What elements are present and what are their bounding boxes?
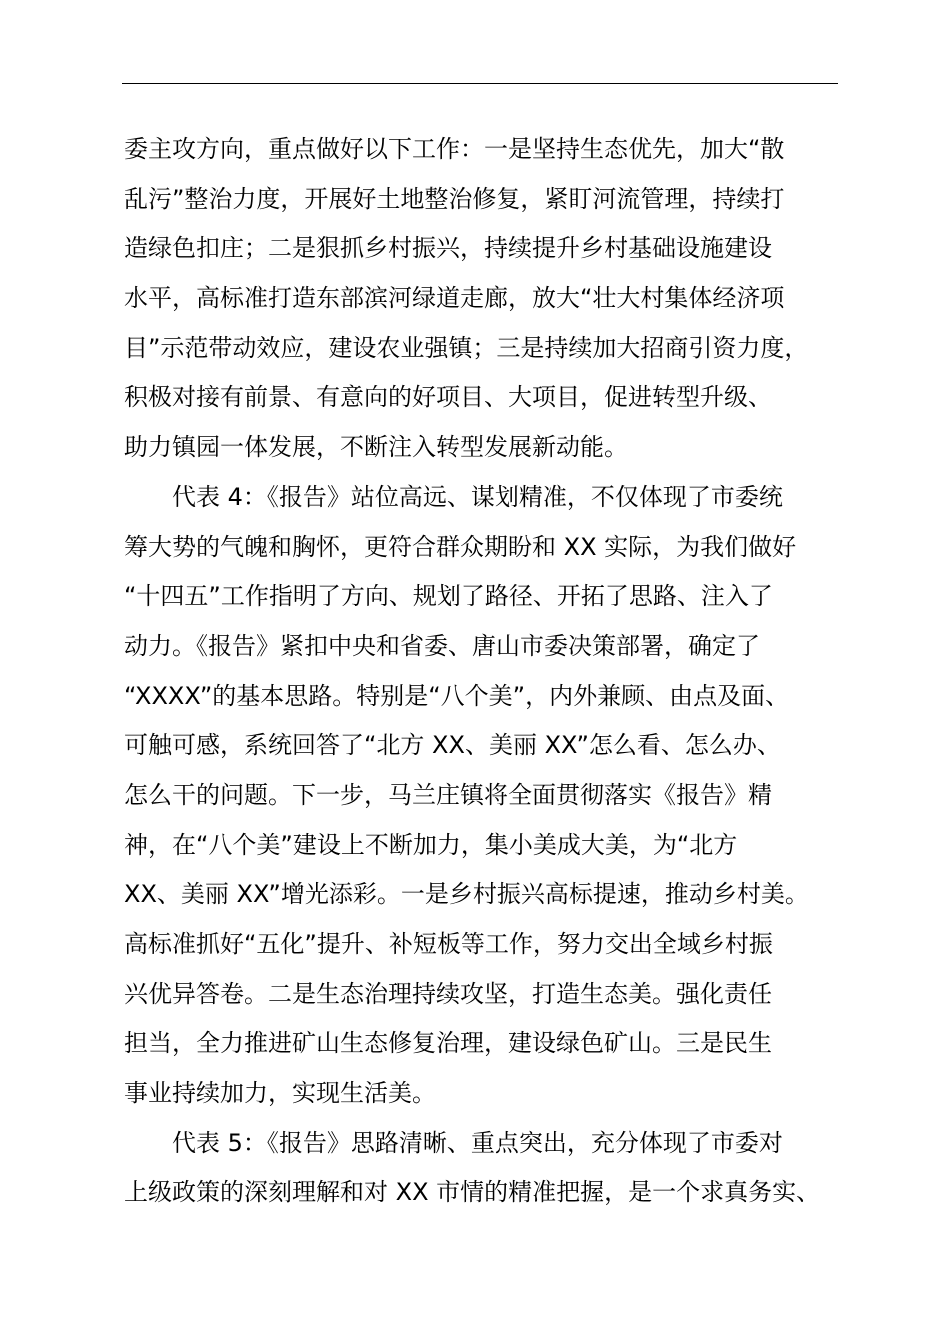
- text-line: 事业持续加力，实现生活美。: [124, 1079, 436, 1108]
- text-line: 兴优异答卷。二是生态治理持续攻坚，打造生态美。强化责任: [124, 979, 772, 1008]
- text-line: 造绿色扣庄；二是狠抓乡村振兴，持续提升乡村基础设施建设: [124, 234, 772, 263]
- text-line: 高标准抓好“五化”提升、补短板等工作，努力交出全域乡村振: [124, 930, 773, 958]
- text-line: 水平，高标准打造东部滨河绿道走廊，放大“壮大村集体经济项: [124, 284, 785, 313]
- text-line: XX、美丽 XX”增光添彩。一是乡村振兴高标提速，推动乡村美。: [124, 880, 809, 909]
- text-line: “十四五”工作指明了方向、规划了路径、开拓了思路、注入了: [124, 582, 773, 611]
- text-line: 可触可感，系统回答了“北方 XX、美丽 XX”怎么看、怎么办、: [124, 731, 781, 760]
- text-line: 乱污”整治力度，开展好土地整治修复，紧盯河流管理，持续打: [124, 184, 785, 213]
- text-line: 动力。《报告》紧扣中央和省委、唐山市委决策部署，确定了: [124, 631, 760, 660]
- paragraph-start-line: 代表 5：《报告》思路清晰、重点突出，充分体现了市委对: [172, 1128, 783, 1157]
- document-body: [124, 125, 844, 1218]
- header-rule: [122, 83, 838, 84]
- text-line: 积极对接有前景、有意向的好项目、大项目，促进转型升级、: [124, 383, 772, 412]
- text-line: 委主攻方向，重点做好以下工作：一是坚持生态优先，加大“散: [124, 135, 785, 163]
- text-line: 目”示范带动效应，建设农业强镇；三是持续加大招商引资力度，: [124, 333, 809, 362]
- text-line: 神，在“八个美”建设上不断加力，集小美成大美，为“北方: [124, 830, 738, 859]
- text-line: 怎么干的问题。下一步，马兰庄镇将全面贯彻落实《报告》精: [124, 780, 772, 809]
- text-line: 筹大势的气魄和胸怀，更符合群众期盼和 XX 实际，为我们做好: [124, 532, 797, 561]
- paragraph-start-line: 代表 4：《报告》站位高远、谋划精准，不仅体现了市委统: [172, 482, 783, 511]
- text-line: 上级政策的深刻理解和对 XX 市情的精准把握，是一个求真务实、: [124, 1178, 821, 1207]
- text-line: 助力镇园一体发展，不断注入转型发展新动能。: [124, 433, 628, 462]
- text-line: 担当，全力推进矿山生态修复治理，建设绿色矿山。三是民生: [124, 1029, 772, 1058]
- text-line: “XXXX”的基本思路。特别是“八个美”，内外兼顾、由点及面、: [124, 681, 790, 710]
